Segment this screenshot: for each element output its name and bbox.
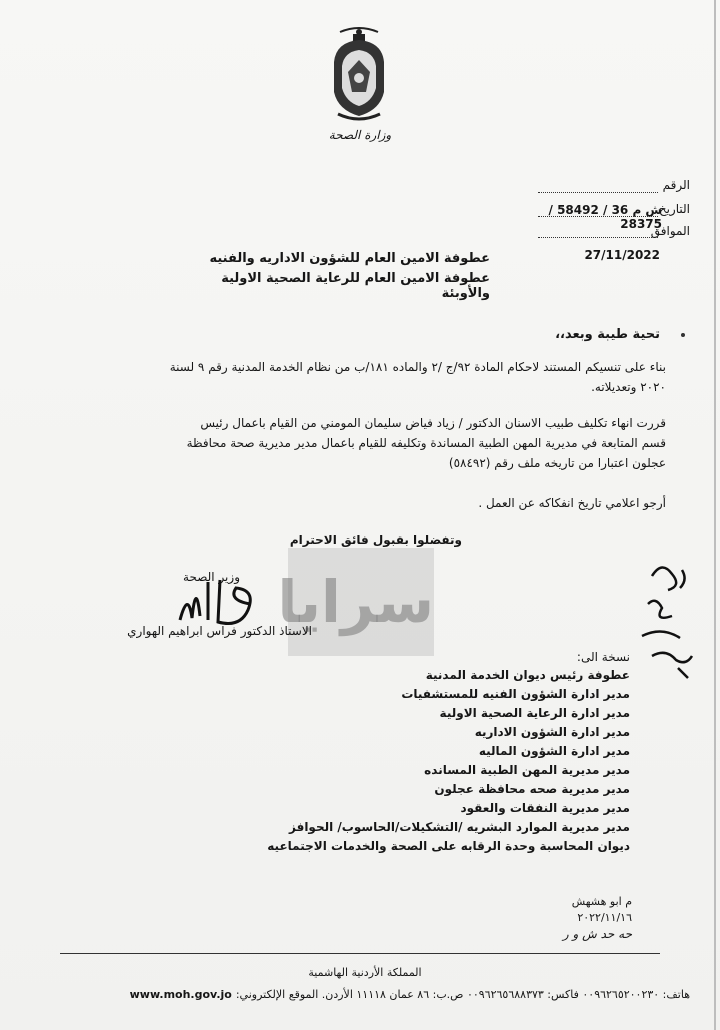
draft-initials: حه حد ش و ر [562,927,632,941]
copy-item: مدير ادارة الشؤون الاداريه [474,725,630,739]
draft-date: ٢٠٢٢/١١/١٦ [577,911,632,924]
corr-dots [538,237,658,238]
greeting: تحية طيبة وبعد،، [555,327,660,342]
copy-item: مدير مديرية صحه محافظة عجلون [434,782,630,796]
coat-of-arms-emblem [330,22,388,126]
copy-item: مدير مديرية المهن الطبية المسانده [424,763,630,777]
para2-line-2: قسم المتابعة في مديرية المهن الطبية المساندة وتكليفه للقيام باعمال مدير مديرية صحة محافظة [186,436,666,450]
date-label: التاريخ [658,202,690,216]
date-dots [538,216,658,217]
handwritten-annotation [632,556,702,686]
ref-number: ش م 36 / 58492 / 28375 [548,203,662,231]
copies-heading: نسخة الى: [576,650,630,664]
signature-title: وزير الصحة [183,570,240,584]
addressee-line-1: عطوفة الامين العام للشؤون الاداريه والفنيه [209,251,490,266]
ref-dots [538,192,658,193]
minister-signature [170,570,270,630]
date-value: 27/11/2022 [584,248,660,262]
copy-item: عطوفة رئيس ديوان الخدمة المدنية [425,668,630,682]
footer-country: المملكة الأردنية الهاشمية [308,966,422,979]
para1-line-1: بناء على تنسيكم المستند لاحكام المادة ٩٢/ج /٢ والماده ١٨١/ب من نظام الخدمة المدنية رقم ٩ لسنة [169,360,666,374]
para2-line-3: عجلون اعتبارا من تاريخه ملف رقم (٥٨٤٩٢) [448,456,666,470]
watermark: سرايا [288,548,434,656]
footer-divider [60,953,660,954]
copy-item: ديوان المحاسبة وحدة الرقابه على الصحة والخدمات الاجتماعيه [267,839,630,853]
footer-contact-row [96,985,690,1003]
closing-line: وتفضلوا بقبول فائق الاحترام [289,533,462,547]
page-edge [714,0,716,1030]
signature-name: الاستاذ الدكتور فراس ابراهيم الهواري [127,624,312,638]
copy-item: مدير ادارة الشؤون الماليه [478,744,630,758]
addressee-line-2: عطوفة الامين العام للرعاية الصحية الاولية والأوبئة [221,271,490,301]
copy-item: مدير مديرية الموارد البشريه /التشكيلات/الحاسوب/ الحوافز [289,820,630,834]
footer-contact: هاتف: ٠٠٩٦٢٦٥٢٠٠٢٣٠ فاكس: ٠٠٩٦٢٦٥٦٨٨٣٧٣ ص.ب: ٨٦ عمان ١١١١٨ الأردن. الموقع الإلكتروني: [235,987,690,1001]
copy-item: مدير ادارة الرعاية الصحية الاولية [439,706,630,720]
para2-line-1: قررت انهاء تكليف طبيب الاسنان الدكتور / زياد فياض سليمان المومني من القيام باعمال رئيس [200,416,666,430]
copy-item: مدير مديرية النفقات والعقود [460,801,630,815]
request-line: أرجو اعلامي تاريخ انفكاكه عن العمل . [478,496,666,510]
corr-label: الموافق [650,224,690,238]
copy-item: مدير ادارة الشؤون الفنيه للمستشفيات [401,687,630,701]
drafter-name: م ابو هشهش [571,895,632,908]
footer-website: www.moh.gov.jo [129,987,232,1001]
bullet-dot [681,333,685,337]
ministry-name: وزارة الصحة [328,128,392,142]
para1-line-2: ٢٠٢٠ وتعديلاته. [591,380,666,394]
ref-label: الرقم [662,178,690,192]
